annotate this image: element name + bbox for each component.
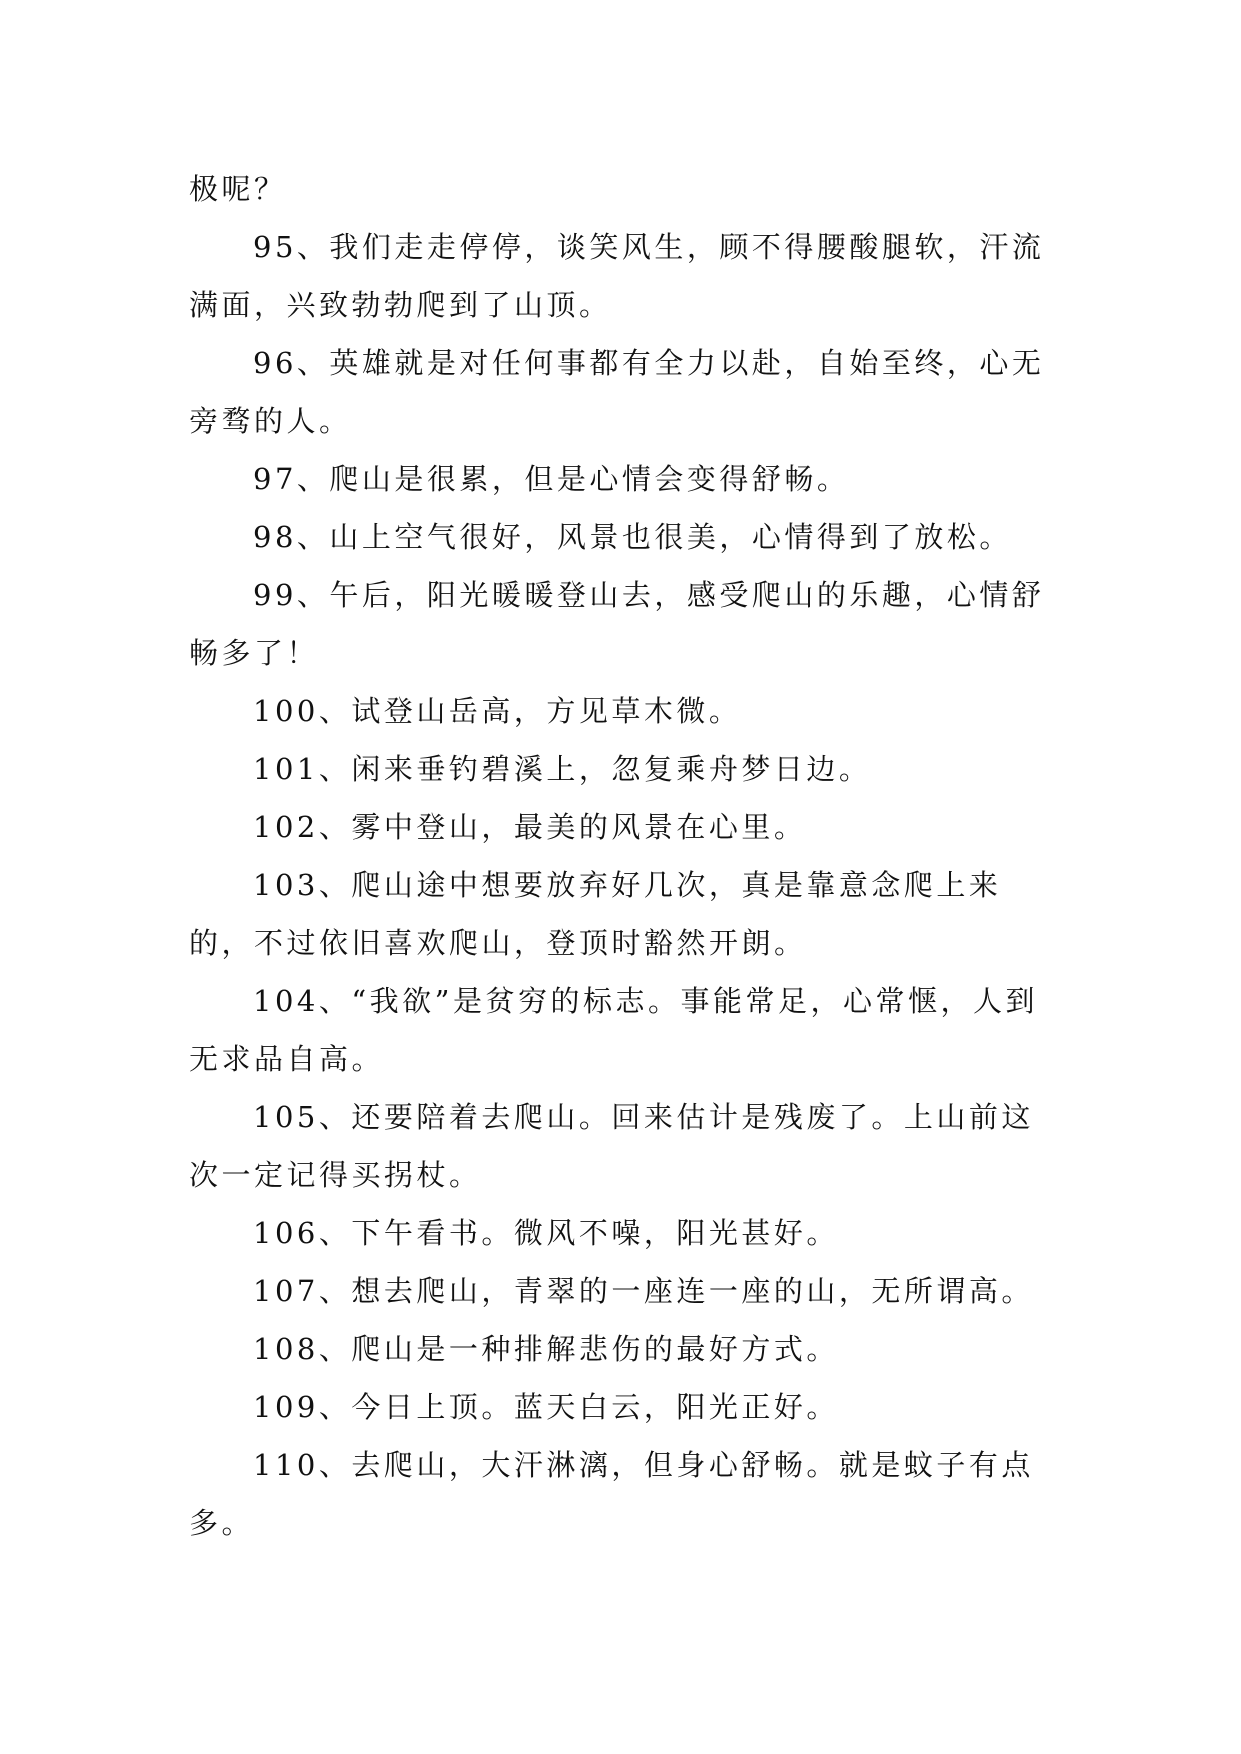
paragraph-99: 99、午后，阳光暖暖登山去，感受爬山的乐趣，心情舒畅多了！: [189, 578, 1045, 670]
paragraph-104: 104、“我欲”是贫穷的标志。事能常足，心常惬，人到无求品自高。: [189, 984, 1039, 1076]
paragraph-107: 107、想去爬山，青翠的一座连一座的山，无所谓高。: [253, 1274, 1034, 1308]
paragraph-continuation: 极呢？: [189, 172, 287, 206]
paragraph-97: 97、爬山是很累，但是心情会变得舒畅。: [253, 462, 850, 496]
paragraph-100: 100、试登山岳高，方见草木微。: [253, 694, 742, 728]
paragraph-103: 103、爬山途中想要放弃好几次，真是靠意念爬上来的，不过依旧喜欢爬山，登顶时豁然开朗。: [189, 868, 1002, 960]
document-body: [189, 160, 1051, 1552]
paragraph-108: 108、爬山是一种排解悲伤的最好方式。: [253, 1332, 839, 1366]
paragraph-98: 98、山上空气很好，风景也很美，心情得到了放松。: [253, 520, 1012, 554]
paragraph-101: 101、闲来垂钓碧溪上，忽复乘舟梦日边。: [253, 752, 872, 786]
paragraph-95: 95、我们走走停停，谈笑风生，顾不得腰酸腿软，汗流满面，兴致勃勃爬到了山顶。: [189, 230, 1045, 322]
paragraph-102: 102、雾中登山，最美的风景在心里。: [253, 810, 807, 844]
paragraph-96: 96、英雄就是对任何事都有全力以赴，自始至终，心无旁骛的人。: [189, 346, 1045, 438]
paragraph-106: 106、下午看书。微风不噪，阳光甚好。: [253, 1216, 839, 1250]
paragraph-109: 109、今日上顶。蓝天白云，阳光正好。: [253, 1390, 839, 1424]
paragraph-110: 110、去爬山，大汗淋漓，但身心舒畅。就是蚊子有点多。: [189, 1448, 1034, 1540]
paragraph-105: 105、还要陪着去爬山。回来估计是残废了。上山前这次一定记得买拐杖。: [189, 1100, 1034, 1192]
